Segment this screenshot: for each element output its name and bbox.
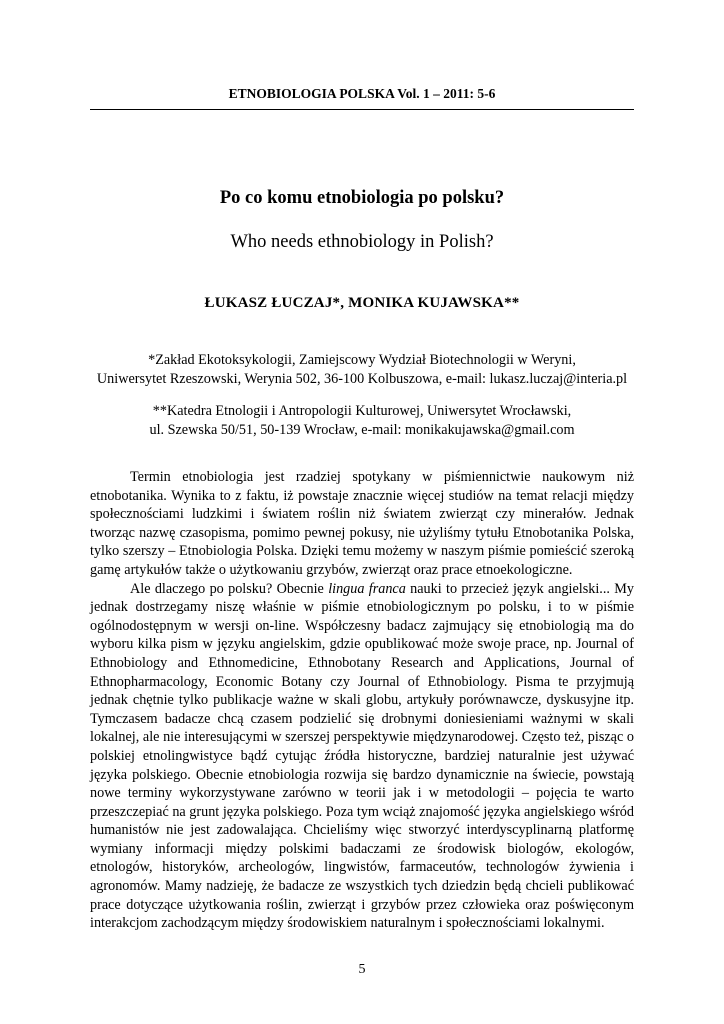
article-title-polish: Po co komu etnobiologia po polsku? <box>219 188 505 208</box>
article-body <box>90 468 634 933</box>
paragraph-2-start: Ale dlaczego po polsku? Obecnie <box>130 580 329 597</box>
affiliation-1-line-1: *Zakład Ekotoksykologii, Zamiejscowy Wydział Biotechnologii w Weryni, <box>148 352 576 368</box>
page-number: 5 <box>358 962 366 977</box>
affiliation-1-line-2: Uniwersytet Rzeszowski, Werynia 502, 36-100 Kolbuszowa, e-mail: lukasz.luczaj@interia.pl <box>96 371 628 387</box>
paragraph-2-italic-term: lingua franca <box>328 580 406 597</box>
affiliation-1 <box>90 351 634 389</box>
paragraph-1: Termin etnobiologia jest rzadziej spotykany w piśmiennictwie naukowym niż etnobotanika. Wynika to z faktu, iż powstaje znacznie więcej studiów na temat relacji między społecznościami ludzkimi i światem roślin niż światem zwierząt czy minerałów. Jednak tworząc nazwę czasopisma, pomimo pewnej pokusy, nie użyliśmy tytułu Etnobotanika Polska, tylko szerszy – Etnobiologia Polska. Dzięki temu możemy w naszym piśmie pomieścić szeroką gamę artykułów także o użytkowaniu grzybów, zwierząt oraz prace etnoekologiczne. <box>90 469 634 578</box>
affiliation-2-line-1: **Katedra Etnologii i Antropologii Kulturowej, Uniwersytet Wrocławski, <box>152 403 572 419</box>
authors: ŁUKASZ ŁUCZAJ*, MONIKA KUJAWSKA** <box>204 295 520 311</box>
journal-header: ETNOBIOLOGIA POLSKA Vol. 1 – 2011: 5-6 <box>228 86 496 101</box>
paragraph-2 <box>90 580 634 933</box>
article-title-english: Who needs ethnobiology in Polish? <box>230 232 494 252</box>
paragraph-2-rest: nauki to przecież język angielski... My jednak dostrzegamy niszę właśnie w piśmie etnobiologicznym po polsku, i to w piśmie ogólnodostępnym w wersji on-line. Współczesny badacz zajmujący się etnobiologią ma do wyboru kilka pism w języku angielskim, gdzie opublikować może swoje prace, np. Journal of Ethnobiology and Ethnomedicine, Ethnobotany Research and Applications, Journal of Ethnopharmacology, Economic Botany czy Journal of Ethnobiology. Pisma te przyjmują jednak chętnie tylko publikacje ważne w skali globu, artykuły porównawcze, dyskusyjne itp. Tymczasem badacze chcą czasem podzielić się drobnymi doniesieniami ważnymi w skali lokalnej, ale nie interesującymi w szerszej perspektywie międzynarodowej. Często też, pisząc o polskiej etnolingwistyce bądź cytując źródła historyczne, bardziej naturalnie jest używać języka polskiego. Obecnie etnobiologia rozwija się bardzo dynamicznie na świecie, powstają nowe terminy wykorzystywane zarówno w teorii jak i w metodologii – pojęcia te warto przeszczepiać na grunt języka polskiego. Poza tym wciąż znajomość języka angielskiego wśród humanistów nie jest zadowalająca. Chcieliśmy więc stworzyć interdyscyplinarną platformę wymiany informacji między polskimi badaczami ze środowisk biologów, ekologów, etnologów, historyków, archeologów, lingwistów, farmaceutów, technologów żywienia i agronomów. Mamy nadzieję, że badacze ze wszystkich tych dziedzin będą chcieli publikować prace dotyczące użytkowania roślin, zwierząt i grzybów przez człowieka oraz poświęconym interakcjom zachodzącym między środowiskiem naturalnym i społecznościami lokalnymi. <box>90 580 634 932</box>
header-rule <box>90 109 634 110</box>
affiliation-2-line-2: ul. Szewska 50/51, 50-139 Wrocław, e-mail: monikakujawska@gmail.com <box>149 422 575 438</box>
affiliation-2 <box>90 402 634 440</box>
